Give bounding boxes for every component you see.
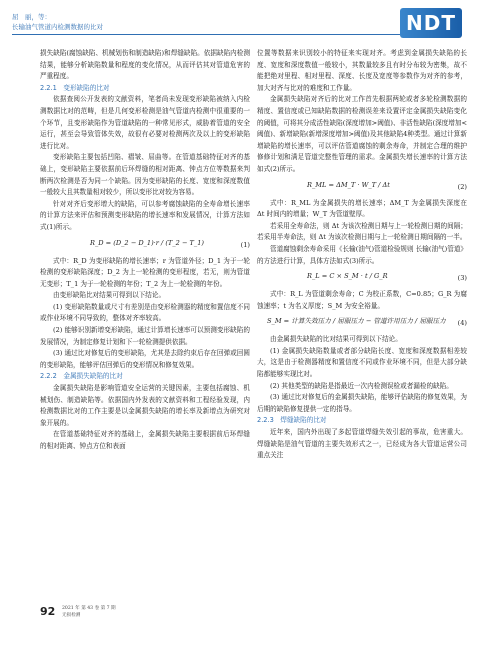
paragraph: 依据查阅公开发表的文献资料，笔者尚未发现变形缺陷被纳入内检测数据比对的范畴，但是几何变形检测是油气管道内检测中很重要的一个环节，且变形缺陷作为管道缺陷的一种常见形式，威胁着管道的安全运行，甚至会导致管体失效，故很有必要对检测两次及以上的变形缺陷进行比对。 [40,95,250,150]
section-heading: 2.2.1 变形缺陷的比对 [40,83,110,92]
running-header [0,0,480,44]
equation-3 [257,267,467,289]
paragraph: 式中：R_L 为管道剩余寿命；C 为校正系数，C=0.85；G_R 为腐蚀速率；t 为名义厚度；S_M 为安全裕量。 [257,290,467,310]
journal-name: 无损检测 [62,613,81,618]
equation-number: (4) [457,319,467,328]
paragraph: (2) 能够识别新增变形缺陷，通过计算增长速率可以预测变形缺陷的发展情况，为制定修复计划和下一轮检测提供依据。 [40,326,250,346]
paragraph: 金属损失缺陷对齐后的比对工作首先根据两轮或者多轮检测数据的精度、置信度或已知缺陷数据的检测误差来设置评定金属损失缺陷变化的阈值，可将其分成活性缺陷(深度增加>阈值)、非活性缺陷(深度增加<阈值)、新增缺陷(新增深度增加>阈值)及其他缺陷4种类型。通过计算新增缺陷的增长速率，可以评估管道腐蚀的剩余寿命，并制定合理的维护修修计划和满足管道完整性管理的需求。金属损失增长速率的计算方法如式(2)所示。 [257,95,467,173]
equation-body: R_D = (D_2 − D_1)·r / (T_2 − T_1) [90,238,204,247]
header-authors: 屈 丽，等： [12,13,51,21]
section-heading: 2.2.2 金属损失缺陷的比对 [40,372,123,381]
section-heading: 2.2.3 焊缝缺陷的比对 [257,416,327,425]
paragraph: (1) 变形缺陷数量或尺寸有差别是由变形检测器的精度和置信度不同或作业环境不同导致的，整体对齐率较高。 [40,302,250,323]
page-number: 92 [40,605,56,618]
paragraph: 管道腐蚀剩余寿命采用《长输(油气)管道检验规则 长输(油气)管道》的方法进行计算，具体方法如式(3)所示。 [257,244,468,265]
paragraph: 针对对齐后变形增大的缺陷，可以参考腐蚀缺陷的全寿命增长速率的计算方法来评估和预测变形缺陷的增长速率和发展情况，计算方法如式(1)所示。 [40,199,250,231]
logo-text: NDT [406,11,456,35]
paragraph: 位置等数据来识别较小的特征来实现对齐。考虑到金属损失缺陷的长度、宽度和深度数值一般较小，其数量较多且有时分布较为密集，故不能把绝对里程、相对里程、深度、长度及宽度等参数作为对齐的参考，加大对齐与比对的难度和工作量。 [257,49,467,92]
equation-number: (1) [240,240,250,249]
equation-number: (2) [457,182,467,191]
paragraph: 变形缺陷主要包括凹陷、褶皱、屈曲等。在管道基础特征对齐的基础上，变形缺陷主要依据前后环焊缝的相对距离、钟点方位等数据来判断两次检测是否为同一个缺陷。因为变形缺陷的长度、宽度和深度数值一般较大且其数量相对较少，所以变形比对较为容易。 [40,153,250,197]
paragraph: (3) 通过比对修复后的金属损失缺陷，能够评估缺陷的修复效果，为后期的缺陷修复提供一定的指导。 [257,393,467,413]
equation-2 [257,176,467,198]
paragraph: (1) 金属损失缺陷数量或者部分缺陷长度、宽度和深度数据相差较大，这是由于检测器精度和置信度不同或作业环境不同，但是大部分缺陷都能够实现比对。 [257,346,467,379]
paragraph: 损失缺陷(腐蚀缺陷、机械划伤和制造缺陷)和焊缝缺陷。依据缺陷内检测结果，能够分析缺陷数量和程度的变化情况，从而评估其对管道危害的严重程度。 [40,49,250,81]
paragraph: (3) 通过比对修复后的变形缺陷，尤其是去除约束后存在回弹或回圆的变形缺陷，能够评估回弹后的变形情况和修复效果。 [40,349,250,369]
paragraph: 若采用全寿命法，则 Δt 为该次检测日期与上一轮检测日期的间隔；若采用半寿命法，则 Δt 为该次检测日期与上一轮检测日期间隔的一半。 [257,221,467,242]
header-rule [12,34,400,35]
right-column [257,48,467,462]
paragraph: 式中：R_D 为变形缺陷的增长速率；r 为管道外径；D_1 为于一轮检测的变形缺陷深度；D_2 为上一轮检测的变形程度，若无，则为管道无变形；T_1 为于一轮检测的年份；T_2 为上一轮检测的年份。 [40,256,250,288]
paragraph: 由变形缺陷比对结果可得到以下结论。 [53,291,166,300]
paragraph: 由金属损失缺陷的比对结果可得到以下结论。 [270,335,402,344]
journal-logo [400,8,462,38]
left-column [40,48,250,453]
paragraph: 在管道基础特征对齐的基础上，金属损失缺陷主要根据前后环焊缝的相对距离、钟点方位和表面 [40,430,250,450]
equation-1 [40,234,250,256]
equation-number: (3) [457,274,467,283]
equation-body: R_L = C × S_M · t / G_R [307,272,388,281]
paragraph: 式中：R_ML 为金属损失的增长速率；ΔM_T 为金属损失深度在 Δt 时间内的增量；W_T 为管道壁厚。 [257,198,467,219]
paragraph: 近年来，国内外出现了多起管道焊缝失效引起的事故，危害重大。焊缝缺陷是油气管道的主要失效形式之一，已经成为各大管道运营公司重点关注 [257,428,467,460]
paragraph: 金属损失缺陷是影响管道安全运营的关键因素，主要包括腐蚀、机械划伤、制造缺陷等。依据国内外发表的文献资料和工程经验发现，内检测数据比对的工作主要是以金属损失缺陷的增长率及新增点为研究对象开展的。 [40,384,250,427]
header-title: 长输油气管道内检测数据的比对 [12,23,103,31]
equation-body: R_ML = ΔM_T · W_T / Δt [307,180,390,189]
issue-info: 2021 年 第 43 卷 第 7 期 [62,606,116,611]
paragraph: (2) 其他类型的缺陷是指最近一次内检测误检或者漏检的缺陷。 [270,381,453,390]
equation-4 [257,312,467,334]
equation-body: S_M = 计算失效压力 / 屈服压力 − 管道许用压力 / 屈服压力 [267,317,446,326]
